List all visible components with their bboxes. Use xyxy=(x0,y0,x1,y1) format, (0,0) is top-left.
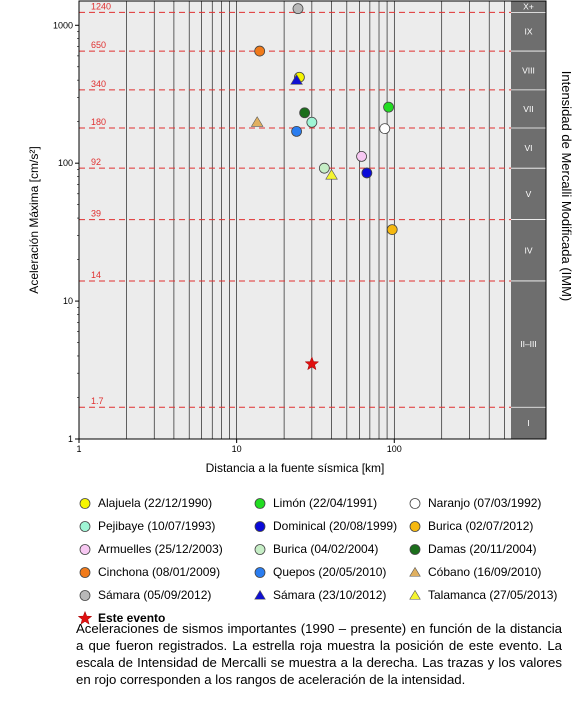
y-tick-label: 100 xyxy=(57,158,73,169)
legend-marker xyxy=(253,542,267,556)
legend-label: Armuelles (25/12/2003) xyxy=(98,542,223,556)
y-tick-label: 1000 xyxy=(52,20,73,31)
intensity-band-label: IV xyxy=(524,245,533,256)
intensity-band-label: X+ xyxy=(523,1,534,12)
legend-label: Naranjo (07/03/1992) xyxy=(428,496,542,510)
legend-marker xyxy=(78,496,92,510)
legend-marker xyxy=(408,542,422,556)
data-point xyxy=(384,102,394,112)
legend-label: Burica (04/02/2004) xyxy=(273,542,379,556)
legend-label: Talamanca (27/05/2013) xyxy=(428,588,558,602)
data-point xyxy=(293,4,303,14)
data-point xyxy=(380,124,390,134)
legend xyxy=(78,496,578,625)
legend-marker-shape xyxy=(80,499,90,509)
legend-marker xyxy=(408,519,422,533)
x-tick-label: 10 xyxy=(231,444,242,454)
legend-label: Dominical (20/08/1999) xyxy=(273,519,398,533)
caption: Aceleraciones de sismos importantes (1990 – presente) en función de la distancia a que fueron registrados. La estrella roja muestra la posición de este evento. La escala de Intensidad de Mercalli se muestra a la derecha. Las trazas y los valores en rojo corresponden a los rangos de aceleración de la intensidad. xyxy=(76,621,562,687)
data-point xyxy=(319,163,329,173)
legend-item xyxy=(78,519,215,533)
threshold-label: 1240 xyxy=(91,1,112,12)
data-point xyxy=(255,46,265,56)
legend-label: Quepos (20/05/2010) xyxy=(273,565,387,579)
legend-label: Alajuela (22/12/1990) xyxy=(98,496,213,510)
data-point xyxy=(357,151,367,161)
legend-item xyxy=(78,565,220,579)
legend-label: Sámara (23/10/2012) xyxy=(273,588,387,602)
legend-item xyxy=(408,565,541,579)
legend-marker-shape xyxy=(80,545,90,555)
intensity-band-label: VI xyxy=(524,143,533,154)
legend-marker xyxy=(408,496,422,510)
x-tick-label: 1 xyxy=(76,444,82,454)
legend-item xyxy=(253,519,397,533)
legend-marker-shape xyxy=(410,568,421,577)
legend-label: Damas (20/11/2004) xyxy=(428,542,537,556)
intensity-band-label: I xyxy=(527,418,530,429)
legend-marker xyxy=(253,519,267,533)
threshold-label: 1.7 xyxy=(91,396,104,407)
legend-label: Limón (22/04/1991) xyxy=(273,496,378,510)
legend-marker-shape xyxy=(255,591,266,600)
legend-marker xyxy=(408,565,422,579)
legend-marker-shape xyxy=(255,568,265,578)
threshold-label: 14 xyxy=(91,269,102,280)
legend-label: Cóbano (16/09/2010) xyxy=(428,565,542,579)
legend-marker xyxy=(253,565,267,579)
legend-item xyxy=(253,542,378,556)
legend-item xyxy=(253,588,386,602)
legend-item xyxy=(253,496,377,510)
y-tick-label: 1 xyxy=(67,434,73,444)
legend-label: Burica (02/07/2012) xyxy=(428,519,534,533)
legend-marker-shape xyxy=(410,522,420,532)
threshold-label: 39 xyxy=(91,208,102,219)
legend-marker-shape xyxy=(410,499,420,509)
legend-marker-shape xyxy=(255,522,265,532)
legend-item xyxy=(408,496,541,510)
legend-marker xyxy=(78,542,92,556)
legend-label: Sámara (05/09/2012) xyxy=(98,588,212,602)
legend-marker xyxy=(253,496,267,510)
legend-label: Pejibaye (10/07/1993) xyxy=(98,519,216,533)
legend-marker xyxy=(78,565,92,579)
threshold-label: 340 xyxy=(91,78,107,89)
legend-label: Cinchona (08/01/2009) xyxy=(98,565,221,579)
legend-marker-shape xyxy=(410,545,420,555)
legend-marker xyxy=(78,519,92,533)
intensity-band-label: VII xyxy=(523,103,534,114)
legend-item xyxy=(408,588,557,602)
data-point xyxy=(300,108,310,118)
data-point xyxy=(292,126,302,136)
legend-marker-shape xyxy=(410,591,421,600)
y-tick-label: 10 xyxy=(62,296,73,307)
legend-item xyxy=(78,588,211,602)
legend-marker xyxy=(408,588,422,602)
intensity-band-label: IX xyxy=(524,26,533,37)
legend-marker-shape xyxy=(80,568,90,578)
legend-marker xyxy=(253,588,267,602)
threshold-label: 180 xyxy=(91,116,107,127)
imm-axis-label: Intensidad de Mercalli Modificada (IMM) xyxy=(559,70,574,302)
threshold-label: 92 xyxy=(91,157,102,168)
intensity-band-label: VIII xyxy=(522,65,535,76)
x-axis-label: Distancia a la fuente sísmica [km] xyxy=(205,461,385,475)
intensity-band-label: II–III xyxy=(520,339,537,350)
data-point xyxy=(307,117,317,127)
data-point xyxy=(387,225,397,235)
intensity-band-label: V xyxy=(525,188,532,199)
y-axis-label: Aceleración Máxima [cm/s²] xyxy=(27,146,41,294)
legend-marker xyxy=(78,588,92,602)
legend-item xyxy=(78,496,212,510)
legend-marker-shape xyxy=(255,545,265,555)
legend-label: Este evento xyxy=(98,611,166,625)
legend-marker-shape xyxy=(255,499,265,509)
legend-item xyxy=(78,542,223,556)
threshold-label: 650 xyxy=(91,40,107,51)
legend-marker-shape xyxy=(80,591,90,601)
data-point xyxy=(362,168,372,178)
legend-item xyxy=(253,565,386,579)
legend-item xyxy=(408,542,537,556)
legend-item xyxy=(408,519,533,533)
legend-marker-shape xyxy=(80,522,90,532)
x-tick-label: 100 xyxy=(386,444,402,454)
